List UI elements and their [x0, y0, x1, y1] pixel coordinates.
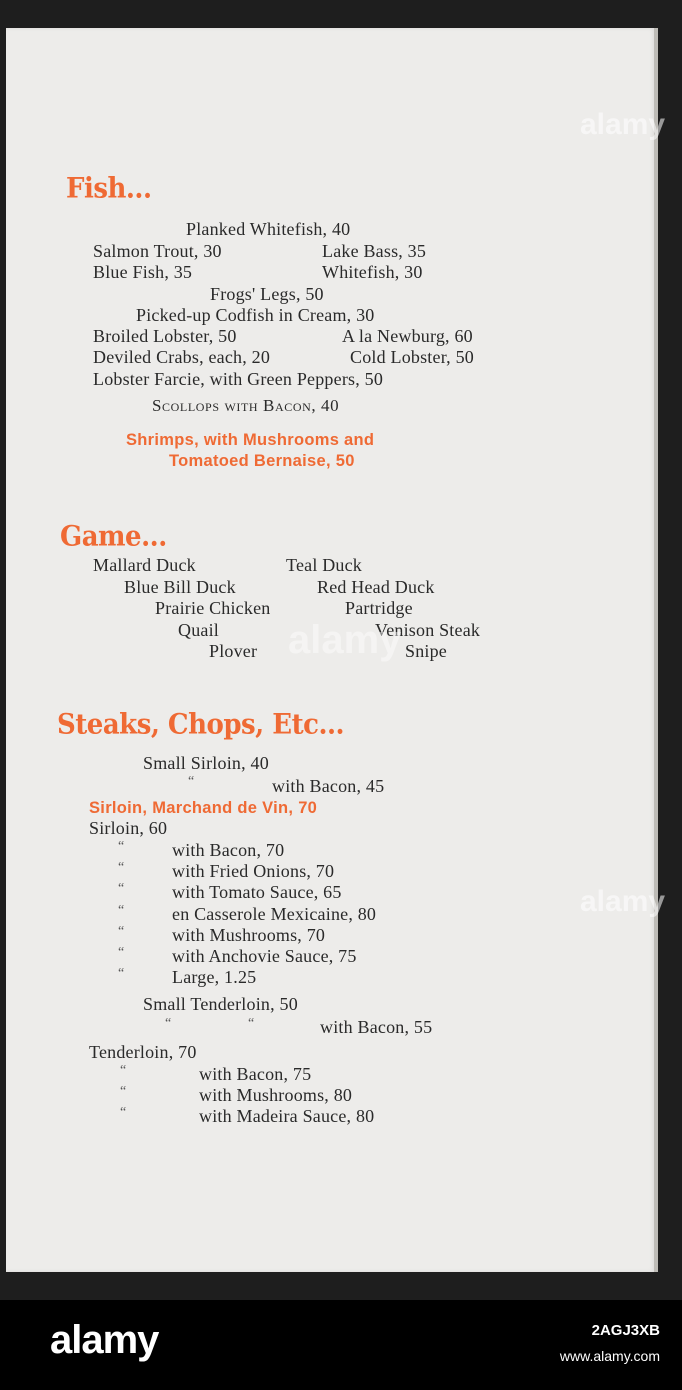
menu-item: Lake Bass, 35 [322, 241, 427, 261]
menu-item: Red Head Duck [317, 577, 435, 597]
menu-item: Deviled Crabs, each, 20 [93, 347, 271, 367]
menu-item: Large, 1.25 [172, 967, 257, 987]
menu-item: Mallard Duck [93, 555, 196, 575]
steaks-heading: Steaks, Chops, Etc... [57, 708, 345, 742]
watermark: alamy [580, 108, 666, 141]
ditto-mark: “ [118, 924, 126, 939]
menu-item: Teal Duck [286, 555, 363, 575]
menu-item: Blue Bill Duck [124, 577, 236, 597]
game-heading: Game... [60, 520, 167, 554]
menu-item: Small Sirloin, 40 [143, 753, 269, 773]
ditto-mark: “ [188, 774, 196, 789]
ditto-mark: “ [120, 1105, 128, 1120]
menu-item: Frogs' Legs, 50 [210, 284, 324, 304]
menu-item: A la Newburg, 60 [342, 326, 473, 346]
menu-item: with Mushrooms, 80 [199, 1085, 353, 1105]
special-item: Sirloin, Marchand de Vin, 70 [89, 799, 318, 817]
menu-item: Prairie Chicken [155, 598, 271, 618]
menu-item: Planked Whitefish, 40 [186, 219, 351, 239]
menu-item: Venison Steak [375, 620, 481, 640]
ditto-mark: “ [248, 1016, 256, 1031]
ditto-mark: “ [118, 966, 126, 981]
menu-item: Blue Fish, 35 [93, 262, 193, 282]
menu-item: Whitefish, 30 [322, 262, 423, 282]
menu-item: with Bacon, 55 [320, 1017, 433, 1037]
menu-item: with Bacon, 70 [172, 840, 285, 860]
menu-item: Partridge [345, 598, 413, 618]
watermark: alamy [288, 618, 402, 662]
menu-item: with Fried Onions, 70 [172, 861, 335, 881]
menu-item: Broiled Lobster, 50 [93, 326, 237, 346]
ditto-mark: “ [118, 945, 126, 960]
ditto-mark: “ [165, 1016, 173, 1031]
menu-item: with Madeira Sauce, 80 [199, 1106, 375, 1126]
ditto-mark: “ [118, 839, 126, 854]
menu-item: Tenderloin, 70 [89, 1042, 197, 1062]
ditto-mark: “ [120, 1084, 128, 1099]
ditto-mark: “ [118, 860, 126, 875]
ditto-mark: “ [118, 881, 126, 896]
menu-item: Sirloin, 60 [89, 818, 168, 838]
site-url: www.alamy.com [559, 1348, 660, 1364]
menu-item: Salmon Trout, 30 [93, 241, 222, 261]
menu-item: Quail [178, 620, 219, 640]
menu-item: Scollops with Bacon, 40 [152, 396, 340, 415]
menu-item: with Mushrooms, 70 [172, 925, 326, 945]
watermark: alamy [580, 885, 666, 918]
alamy-logo: alamy [50, 1318, 159, 1362]
menu-item: en Casserole Mexicaine, 80 [172, 904, 377, 924]
menu-item: Lobster Farcie, with Green Peppers, 50 [93, 369, 384, 389]
ditto-mark: “ [120, 1063, 128, 1078]
menu-item: Snipe [405, 641, 448, 661]
page-edge [654, 28, 658, 1272]
menu-item: Picked-up Codfish in Cream, 30 [136, 305, 375, 325]
menu-item: Cold Lobster, 50 [350, 347, 474, 367]
ditto-mark: “ [118, 903, 126, 918]
special-item: Tomatoed Bernaise, 50 [169, 452, 355, 470]
special-item: Shrimps, with Mushrooms and [126, 431, 375, 449]
fish-heading: Fish... [66, 172, 152, 206]
menu-item: with Anchovie Sauce, 75 [172, 946, 357, 966]
image-id: 2AGJ3XB [591, 1322, 660, 1339]
menu-item: with Bacon, 75 [199, 1064, 312, 1084]
menu-item: Plover [209, 641, 258, 661]
menu-item: with Tomato Sauce, 65 [172, 882, 342, 902]
menu-item: Small Tenderloin, 50 [143, 994, 298, 1014]
menu-item: with Bacon, 45 [272, 776, 385, 796]
